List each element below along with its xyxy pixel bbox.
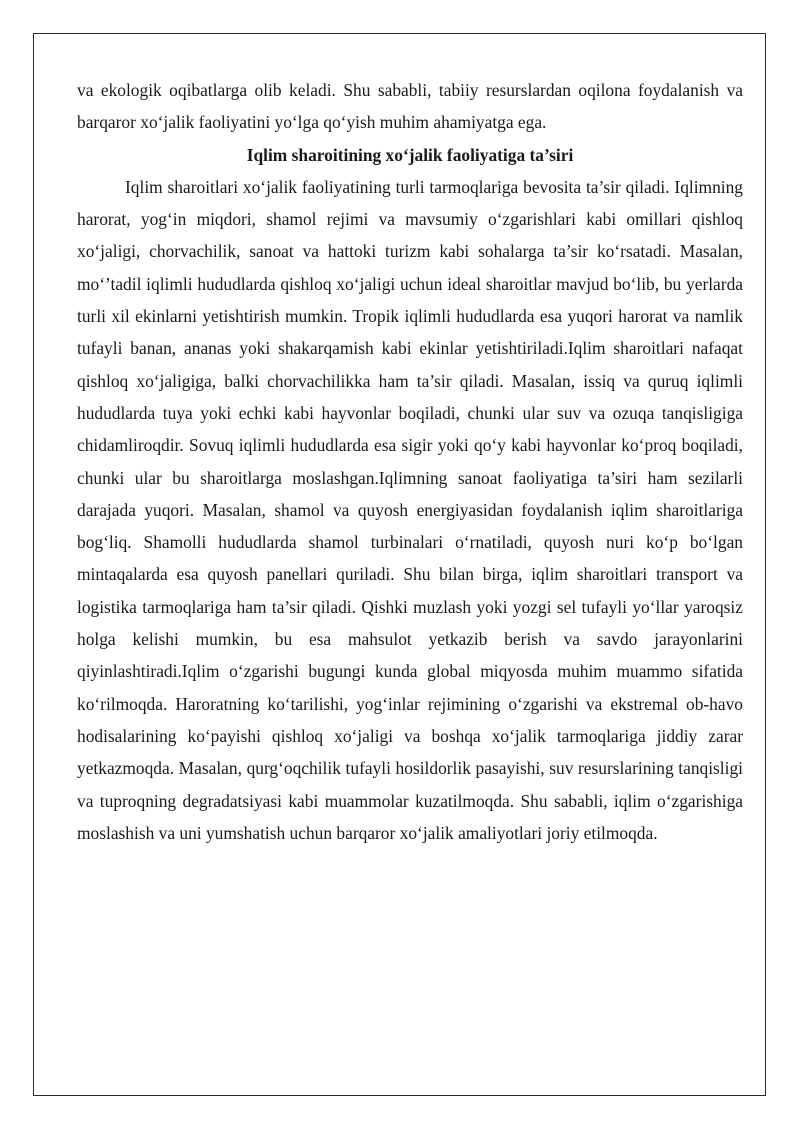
intro-paragraph: va ekologik oqibatlarga olib keladi. Shu sababli, tabiiy resurslardan oqilona foydalanish va barqaror xo‘jalik faoliyatini yo‘lga qo‘yish muhim ahamiyatga ega. [77,80,743,133]
body-paragraph: Iqlim sharoitlari xo‘jalik faoliyatining turli tarmoqlariga bevosita ta’sir qiladi. Iqlimning harorat, yog‘in miqdori, shamol rejimi va mavsumiy o‘zgarishlari kabi omillari qishloq xo‘jaligi, chorvachilik, sanoat va hattoki turizm kabi sohalarga ta’sir ko‘rsatadi. Masalan, mo‘’tadil iqlimli hududlarda qishloq xo‘jaligi uchun ideal sharoitlar mavjud bo‘lib, bu yerlarda turli xil ekinlarni yetishtirish mumkin. Tropik iqlimli hududlarda esa yuqori harorat va namlik tufayli banan, ananas yoki shakarqamish kabi ekinlar yetishtiriladi.Iqlim sharoitlari nafaqat qishloq xo‘jaligiga, balki chorvachilikka ham ta’sir qiladi. Masalan, issiq va quruq iqlimli hududlarda tuya yoki echki kabi hayvonlar boqiladi, chunki ular suv va ozuqa tanqisligiga chidamliroqdir. Sovuq iqlimli hududlarda esa sigir yoki qo‘y kabi hayvonlar ko‘proq boqiladi, chunki ular bu sharoitlarga moslashgan.Iqlimning sanoat faoliyatiga ta’siri ham sezilarli darajada yuqori. Masalan, shamol va quyosh energiyasidan foydalanish iqlim sharoitlariga bog‘liq. Shamolli hududlarda shamol turbinalari o‘rnatiladi, quyosh nuri ko‘p bo‘lgan mintaqalarda esa quyosh panellari quriladi. Shu bilan birga, iqlim sharoitlari transport va logistika tarmoqlariga ham ta’sir qiladi. Qishki muzlash yoki yozgi sel tufayli yo‘llar yaroqsiz holga kelishi mumkin, bu esa mahsulot yetkazib berish va savdo jarayonlarini qiyinlashtiradi.Iqlim o‘zgarishi bugungi kunda global miqyosda muhim muammo sifatida ko‘rilmoqda. Haroratning ko‘tarilishi, yog‘inlar rejimining o‘zgarishi va ekstremal ob-havo hodisalarining ko‘payishi qishloq xo‘jaligi va boshqa xo‘jalik tarmoqlariga jiddiy zarar yetkazmoqda. Masalan, qurg‘oqchilik tufayli hosildorlik pasayishi, suv resurslarining tanqisligi va tuproqning degradatsiyasi kabi muammolar kuzatilmoqda. Shu sababli, iqlim o‘zgarishiga moslashish va uni yumshatish uchun barqaror xo‘jalik amaliyotlari joriy etilmoqda. [77,176,743,843]
document-body [77,74,743,849]
section-heading: Iqlim sharoitining xo‘jalik faoliyatiga ta’siri [246,144,574,165]
